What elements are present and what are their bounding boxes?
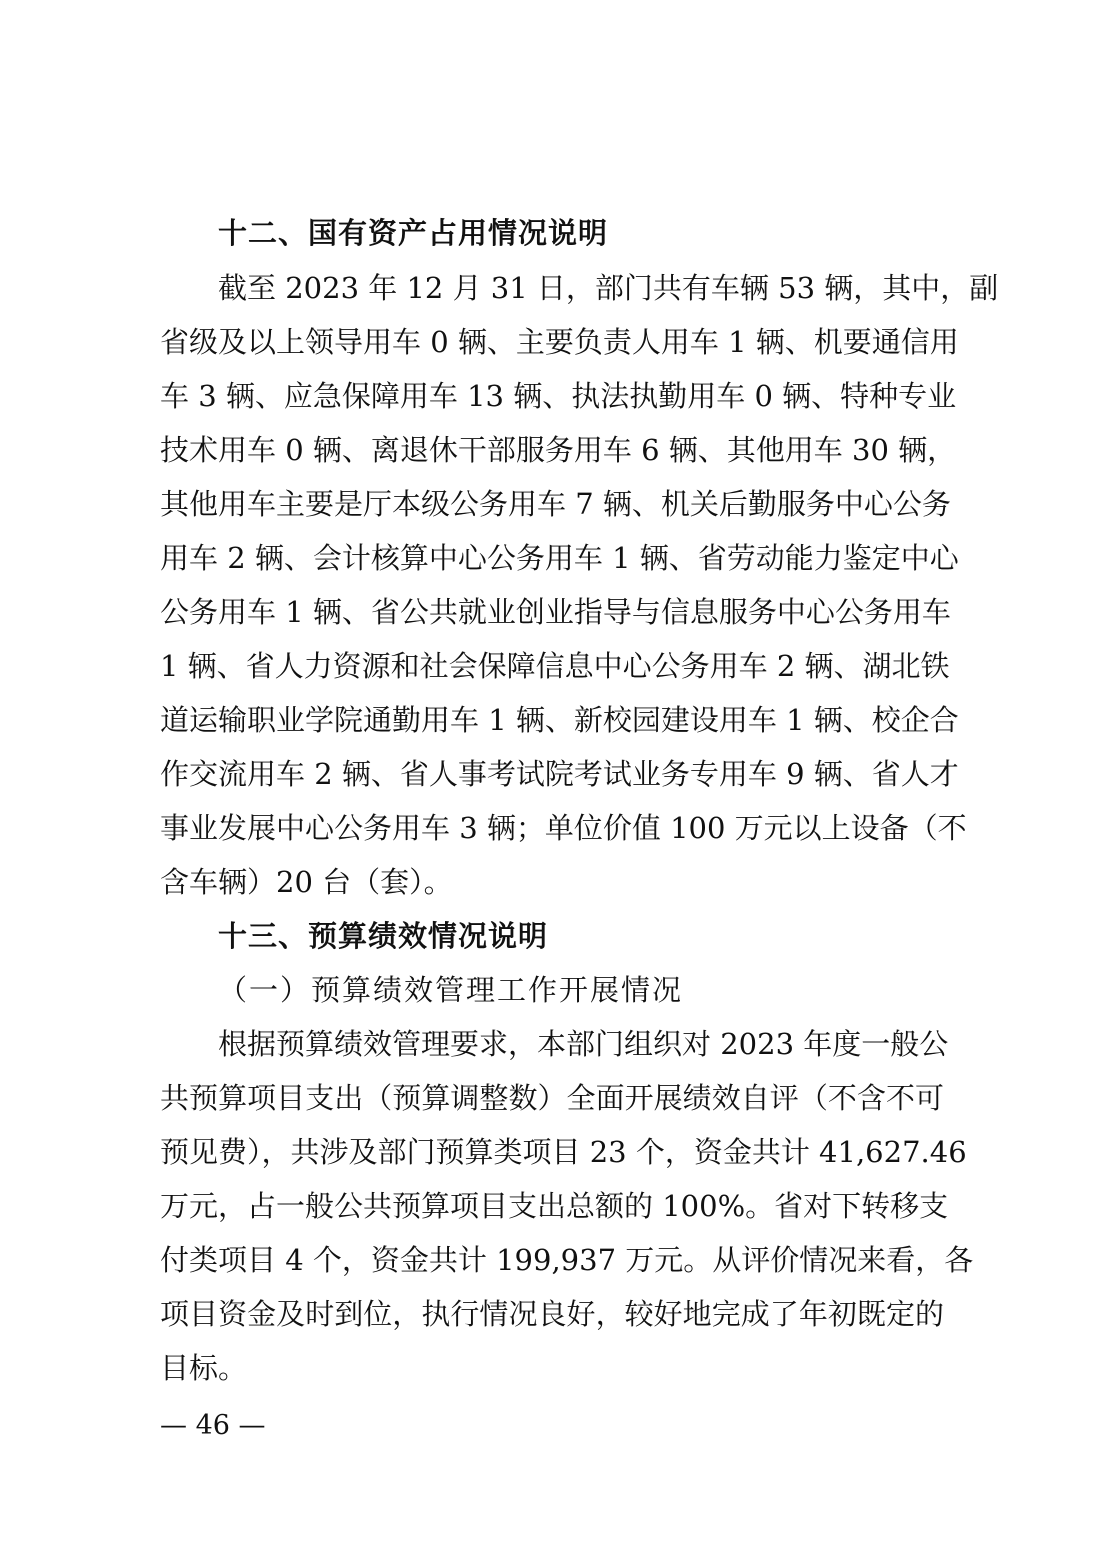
paragraph-line: 公务用车 1 辆、省公共就业创业指导与信息服务中心公务用车: [160, 595, 951, 629]
paragraph-line: 万元，占一般公共预算项目支出总额的 100%。省对下转移支: [160, 1189, 949, 1223]
paragraph-line: 付类项目 4 个，资金共计 199,937 万元。从评价情况来看，各: [160, 1243, 974, 1277]
paragraph-line: 用车 2 辆、会计核算中心公务用车 1 辆、省劳动能力鉴定中心: [160, 541, 959, 575]
section-13-subheading: （一）预算绩效管理工作开展情况: [218, 973, 684, 1007]
paragraph-line: 项目资金及时到位，执行情况良好，较好地完成了年初既定的: [160, 1297, 944, 1331]
paragraph-line: 车 3 辆、应急保障用车 13 辆、执法执勤用车 0 辆、特种专业: [160, 379, 957, 413]
paragraph-line: 作交流用车 2 辆、省人事考试院考试业务专用车 9 辆、省人才: [160, 757, 959, 791]
paragraph-line: 事业发展中心公务用车 3 辆；单位价值 100 万元以上设备（不: [160, 811, 967, 845]
paragraph-line: 1 辆、省人力资源和社会保障信息中心公务用车 2 辆、湖北铁: [160, 649, 950, 683]
paragraph-line: 根据预算绩效管理要求，本部门组织对 2023 年度一般公: [218, 1027, 949, 1061]
paragraph-line: 技术用车 0 辆、离退休干部服务用车 6 辆、其他用车 30 辆，: [160, 433, 957, 467]
paragraph-line: 道运输职业学院通勤用车 1 辆、新校园建设用车 1 辆、校企合: [160, 703, 959, 737]
paragraph-line: 其他用车主要是厅本级公务用车 7 辆、机关后勤服务中心公务: [160, 487, 951, 521]
paragraph-line: 共预算项目支出（预算调整数）全面开展绩效自评（不含不可: [160, 1081, 944, 1115]
section-13-heading: 十三、预算绩效情况说明: [218, 919, 549, 953]
paragraph-line: 省级及以上领导用车 0 辆、主要负责人用车 1 辆、机要通信用: [160, 325, 959, 359]
paragraph-line: 截至 2023 年 12 月 31 日，部门共有车辆 53 辆，其中，副: [218, 271, 999, 305]
paragraph-line: 预见费），共涉及部门预算类项目 23 个，资金共计 41,627.46: [160, 1135, 967, 1169]
paragraph-line: 含车辆）20 台（套）。: [160, 865, 453, 899]
paragraph-line: 目标。: [160, 1351, 248, 1385]
section-12-heading: 十二、国有资产占用情况说明: [218, 216, 609, 250]
page-number: — 46 —: [160, 1410, 266, 1441]
